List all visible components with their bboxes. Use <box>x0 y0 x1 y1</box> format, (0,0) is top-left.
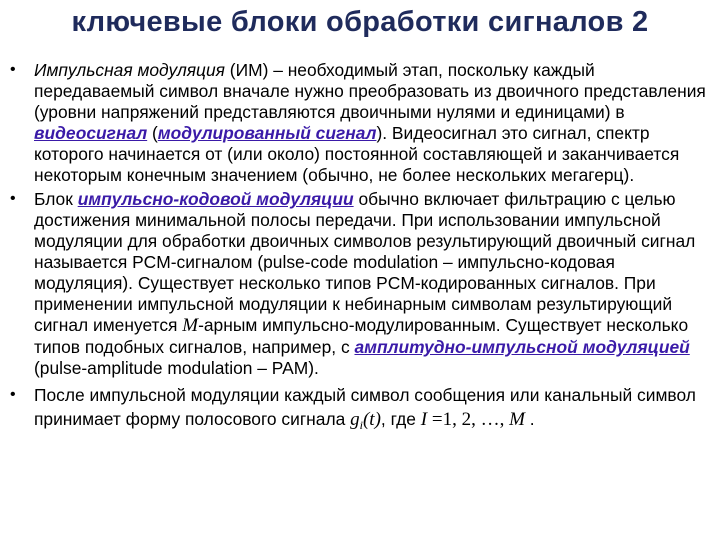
bullet-marker: • <box>10 190 16 208</box>
bullet-item-2 <box>8 189 708 378</box>
math-i: I <box>420 409 428 431</box>
bullet-1-text-c: ). Видеосигнал это сигнал, спектр которого начинается от (или около) постоянной составляющей и заканчивается некоторым конечным значением (обычно, не более нескольких мегагерц). <box>34 122 680 185</box>
math-g-subscript: i <box>359 418 363 433</box>
slide-title: ключевые блоки обработки сигналов 2 <box>71 6 649 38</box>
bullet-marker: • <box>10 385 16 403</box>
math-m: M <box>182 314 199 336</box>
bullet-2-text-d: (pulse-amplitude modulation – PAM). <box>34 357 319 378</box>
link-video-signal[interactable]: видеосигнал <box>34 122 148 143</box>
bullet-list <box>8 60 708 442</box>
term-pulse-modulation: Импульсная модуляция <box>34 60 225 80</box>
bullet-1-text-a: (ИМ) – необходимый этап, поскольку каждый передаваемый символ вначале нужно преобразовать из двоичного представления (уровни напряжений представляются двоичными нулями и единицами) в <box>34 60 706 122</box>
math-m-end: M <box>509 409 525 431</box>
bullet-3-text-a: После импульсной модуляции каждый символ сообщения или канальный символ принимает форму полосового сигнала <box>34 384 696 430</box>
link-pcm[interactable]: импульсно-кодовой модуляции <box>77 189 354 210</box>
link-pam[interactable]: амплитудно-импульсной модуляцией <box>354 336 690 357</box>
bullet-item-1 <box>8 60 708 185</box>
bullet-2-text-a: Блок <box>34 189 78 210</box>
bullet-2-text-b: обычно включает фильтрацию с целью достижения минимальной полосы передачи. При использовании импульсной модуляции для обработки двоичных символов результирующий двоичный сигнал называется PCM-сигналом (pulse-code modulation – импульсно-кодовая модуляция). Существует несколько типов PCM-кодированных сигналов. При применении импульсной модуляции к небинарным символам результирующий сигнал именуется <box>34 189 696 335</box>
link-modulated-signal[interactable]: модулированный сигнал <box>157 122 377 143</box>
math-g-argument: (t) <box>362 409 381 431</box>
bullet-item-3 <box>8 383 708 438</box>
bullet-marker: • <box>10 61 16 78</box>
bullet-3-text-b: , где <box>380 409 421 430</box>
bullet-2-text-c: -арным импульсно-модулированным. Существует несколько типов подобных сигналов, например, с <box>34 314 689 357</box>
math-g: g <box>350 409 360 431</box>
bullet-3-end: . <box>524 409 535 430</box>
bullet-1-text-b: ( <box>147 122 158 143</box>
math-range: =1, 2, …, <box>427 409 510 431</box>
